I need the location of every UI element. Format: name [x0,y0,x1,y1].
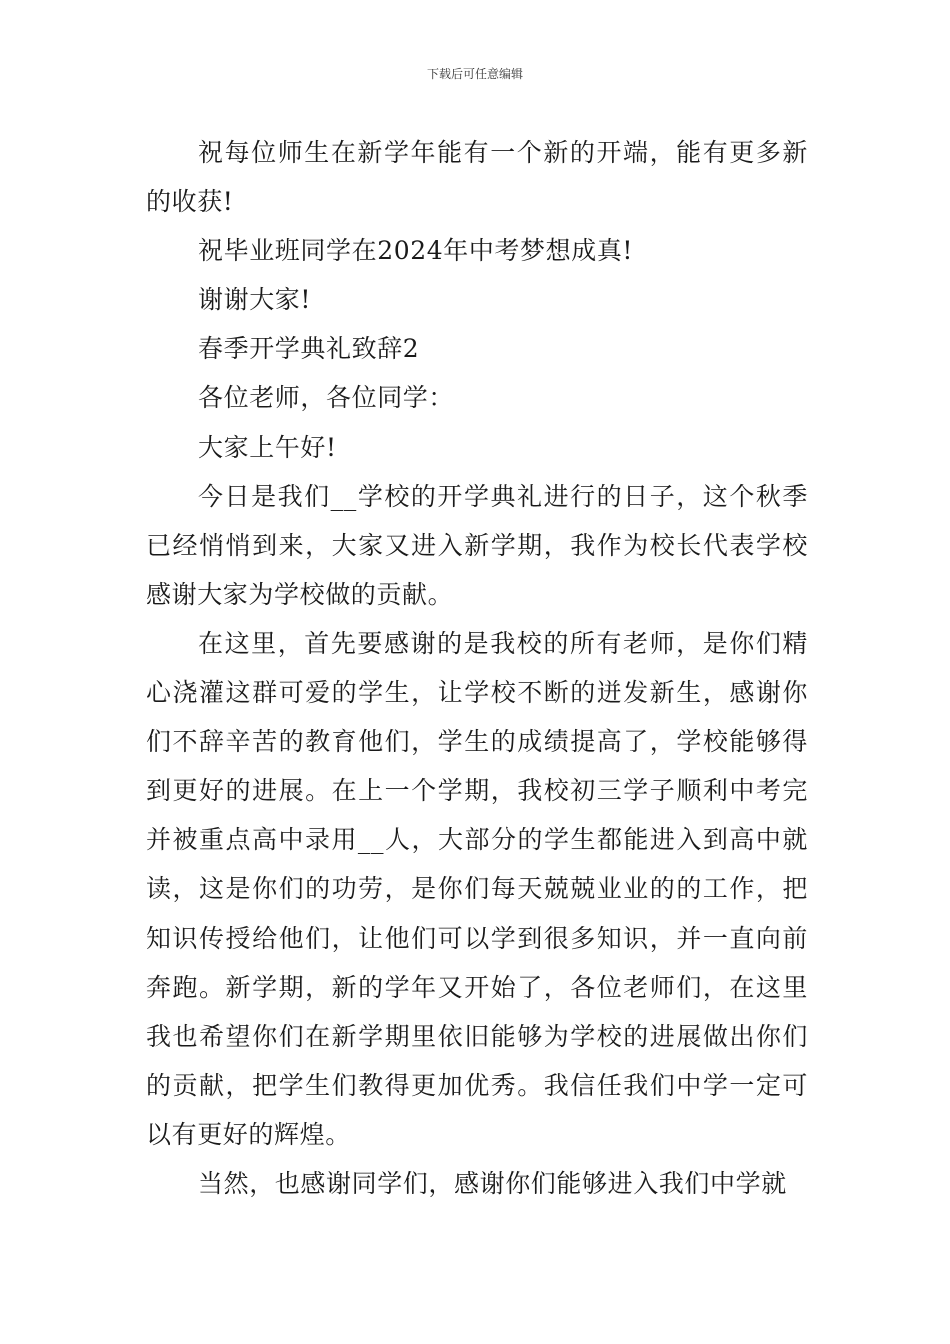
salutation: 各位老师，各位同学： [198,383,455,413]
paragraph: 祝每位师生在新学年能有一个新的开端，能有更多新的收获! [146,138,808,217]
section-title: 春季开学典礼致辞2 [198,334,420,364]
document-body [146,128,808,1208]
paragraph: 祝毕业班同学在2024年中考梦想成真! [198,236,634,266]
greeting: 大家上午好! [198,432,337,462]
paragraph: 谢谢大家! [198,285,312,315]
paragraph: 在这里，首先要感谢的是我校的所有老师，是你们精心浇灌这群可爱的学生，让学校不断的迸发新生，感谢你们不辞辛苦的教育他们，学生的成绩提高了，学校能够得到更好的进展。在上一个学期，我校初三学子顺利中考完并被重点高中录用__人，大部分的学生都能进入到高中就读，这是你们的功劳，是你们每天兢兢业业的的工作，把知识传授给他们，让他们可以学到很多知识，并一直向前奔跑。新学期，新的学年又开始了，各位老师们，在这里我也希望你们在新学期里依旧能够为学校的进展做出你们的贡献，把学生们教得更加优秀。我信任我们中学一定可以有更好的辉煌。 [146,628,808,1149]
paragraph: 今日是我们__学校的开学典礼进行的日子，这个秋季已经悄悄到来，大家又进入新学期，我作为校长代表学校感谢大家为学校做的贡献。 [146,481,808,609]
paragraph: 当然，也感谢同学们，感谢你们能够进入我们中学就 [198,1168,787,1198]
page-header: 下载后可任意编辑 [426,67,523,81]
